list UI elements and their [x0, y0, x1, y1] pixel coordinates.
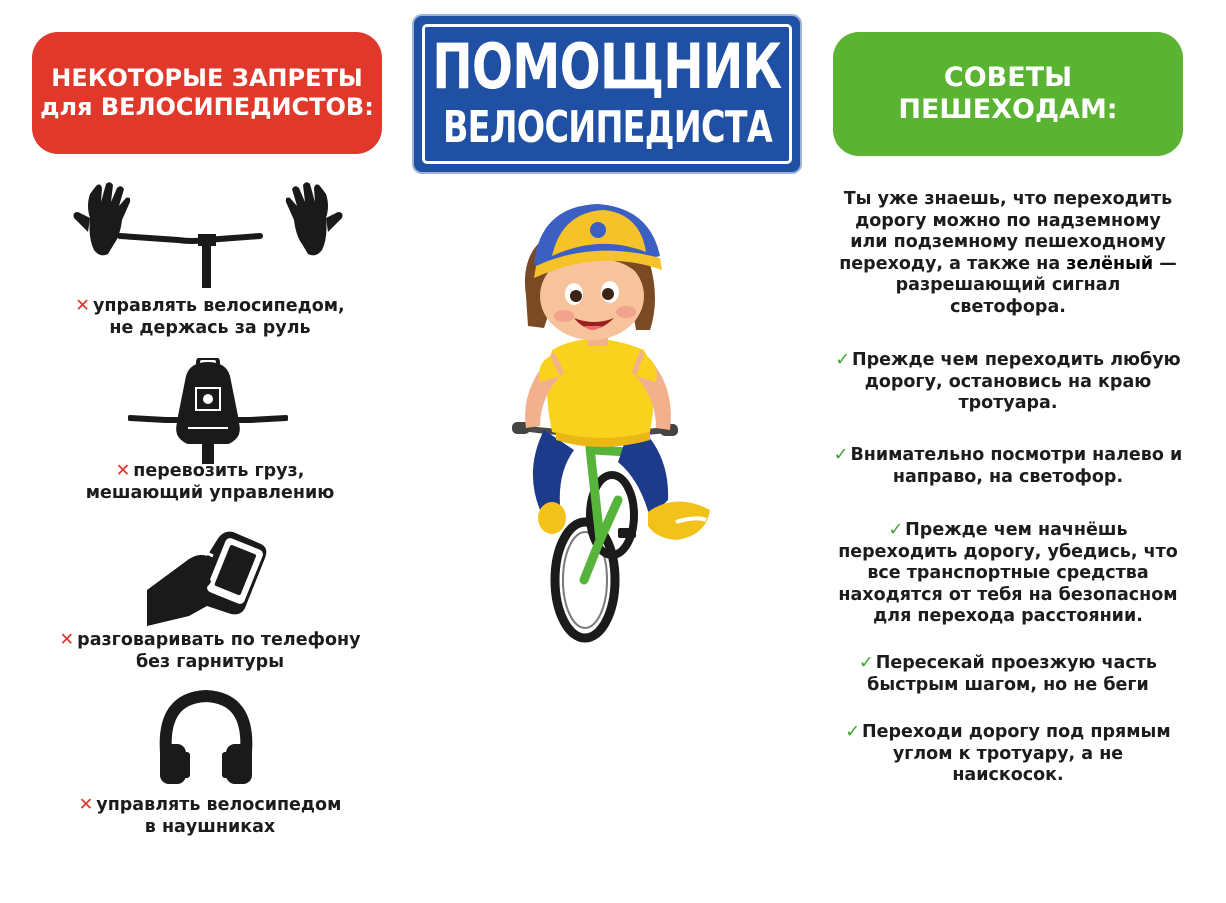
tip-text: тротуара. — [958, 393, 1058, 413]
check-icon: ✓ — [845, 722, 860, 742]
prohibition-item — [30, 629, 390, 673]
prohibit-mark-icon: ✕ — [78, 795, 94, 815]
child-cyclist-illustration — [500, 200, 720, 645]
tip-text: Прежде чем переходить любую — [852, 350, 1181, 370]
check-icon: ✓ — [835, 350, 850, 370]
intro-text: разрешающий сигнал — [895, 275, 1121, 295]
prohibition-text: мешающий управлению — [85, 483, 335, 503]
prohibit-mark-icon: ✕ — [75, 296, 90, 316]
tip-text: переходить дорогу, убедись, что — [838, 541, 1178, 562]
header-tips-line2: ПЕШЕХОДАМ: — [898, 94, 1118, 125]
tip-item — [832, 520, 1184, 628]
tip-item — [832, 653, 1184, 696]
check-icon: ✓ — [833, 445, 849, 465]
tip-text: быстрым шагом, но не беги — [867, 674, 1149, 695]
tip-text: Прежде чем начнёшь — [905, 520, 1128, 540]
tip-text: находятся от тебя на безопасном — [838, 584, 1178, 605]
tip-item — [832, 445, 1184, 488]
prohibit-mark-icon: ✕ — [59, 630, 75, 650]
tip-text: для перехода расстоянии. — [873, 606, 1143, 626]
intro-text: светофора. — [950, 296, 1066, 317]
prohibition-text: в наушниках — [144, 817, 276, 837]
title-line2: ВЕЛОСИПЕДИСТА — [442, 101, 772, 153]
intro-text: или подземному пешеходному — [850, 232, 1166, 252]
intro-highlight: зелёный — [1066, 253, 1154, 274]
intro-text: переходу, а также на — [839, 253, 1067, 274]
prohibition-text: перевозить груз, — [133, 461, 305, 481]
header-tips — [833, 32, 1183, 156]
tip-text: направо, на светофор. — [892, 466, 1124, 487]
tip-text: дорогу, остановись на краю — [864, 371, 1152, 392]
tips-intro — [832, 189, 1184, 318]
header-prohibitions — [32, 32, 382, 154]
prohibition-item — [30, 794, 390, 838]
prohibition-text: без гарнитуры — [135, 652, 285, 672]
tip-text: Переходи дорогу под прямым — [861, 722, 1171, 742]
tip-text: Внимательно посмотри налево и — [850, 445, 1183, 465]
check-icon: ✓ — [888, 520, 904, 540]
prohibit-mark-icon: ✕ — [115, 461, 131, 481]
tip-text: наискосок. — [952, 765, 1064, 785]
header-prohibitions-line2: для ВЕЛОСИПЕДИСТОВ: — [40, 93, 374, 121]
header-tips-line1: СОВЕТЫ — [943, 61, 1073, 93]
check-icon: ✓ — [859, 653, 874, 673]
intro-text: — — [1153, 253, 1177, 274]
gloves-handlebar-icon — [68, 178, 348, 288]
prohibition-text: не держась за руль — [109, 318, 311, 338]
backpack-handlebar-icon — [128, 358, 288, 464]
tip-item — [832, 722, 1184, 787]
header-prohibitions-line1: НЕКОТОРЫЕ ЗАПРЕТЫ — [51, 64, 363, 93]
title-sign — [414, 16, 800, 172]
headphones-icon — [156, 690, 256, 788]
tip-item — [832, 350, 1184, 415]
hand-phone-icon — [145, 522, 270, 627]
tip-text: Пересекай проезжую часть — [875, 653, 1157, 673]
title-line1: ПОМОЩНИК — [432, 29, 782, 103]
tip-text: все транспортные средства — [867, 563, 1149, 583]
intro-text: Ты уже знаешь, что переходить — [843, 189, 1173, 209]
intro-text: дорогу можно по надземному — [855, 210, 1161, 231]
prohibition-text: управлять велосипедом — [96, 795, 342, 815]
prohibition-item — [30, 460, 390, 504]
tip-text: углом к тротуару, а не — [892, 743, 1124, 764]
prohibition-text: управлять велосипедом, — [92, 296, 345, 316]
prohibition-text: разговаривать по телефону — [77, 630, 361, 650]
prohibition-item — [30, 295, 390, 339]
